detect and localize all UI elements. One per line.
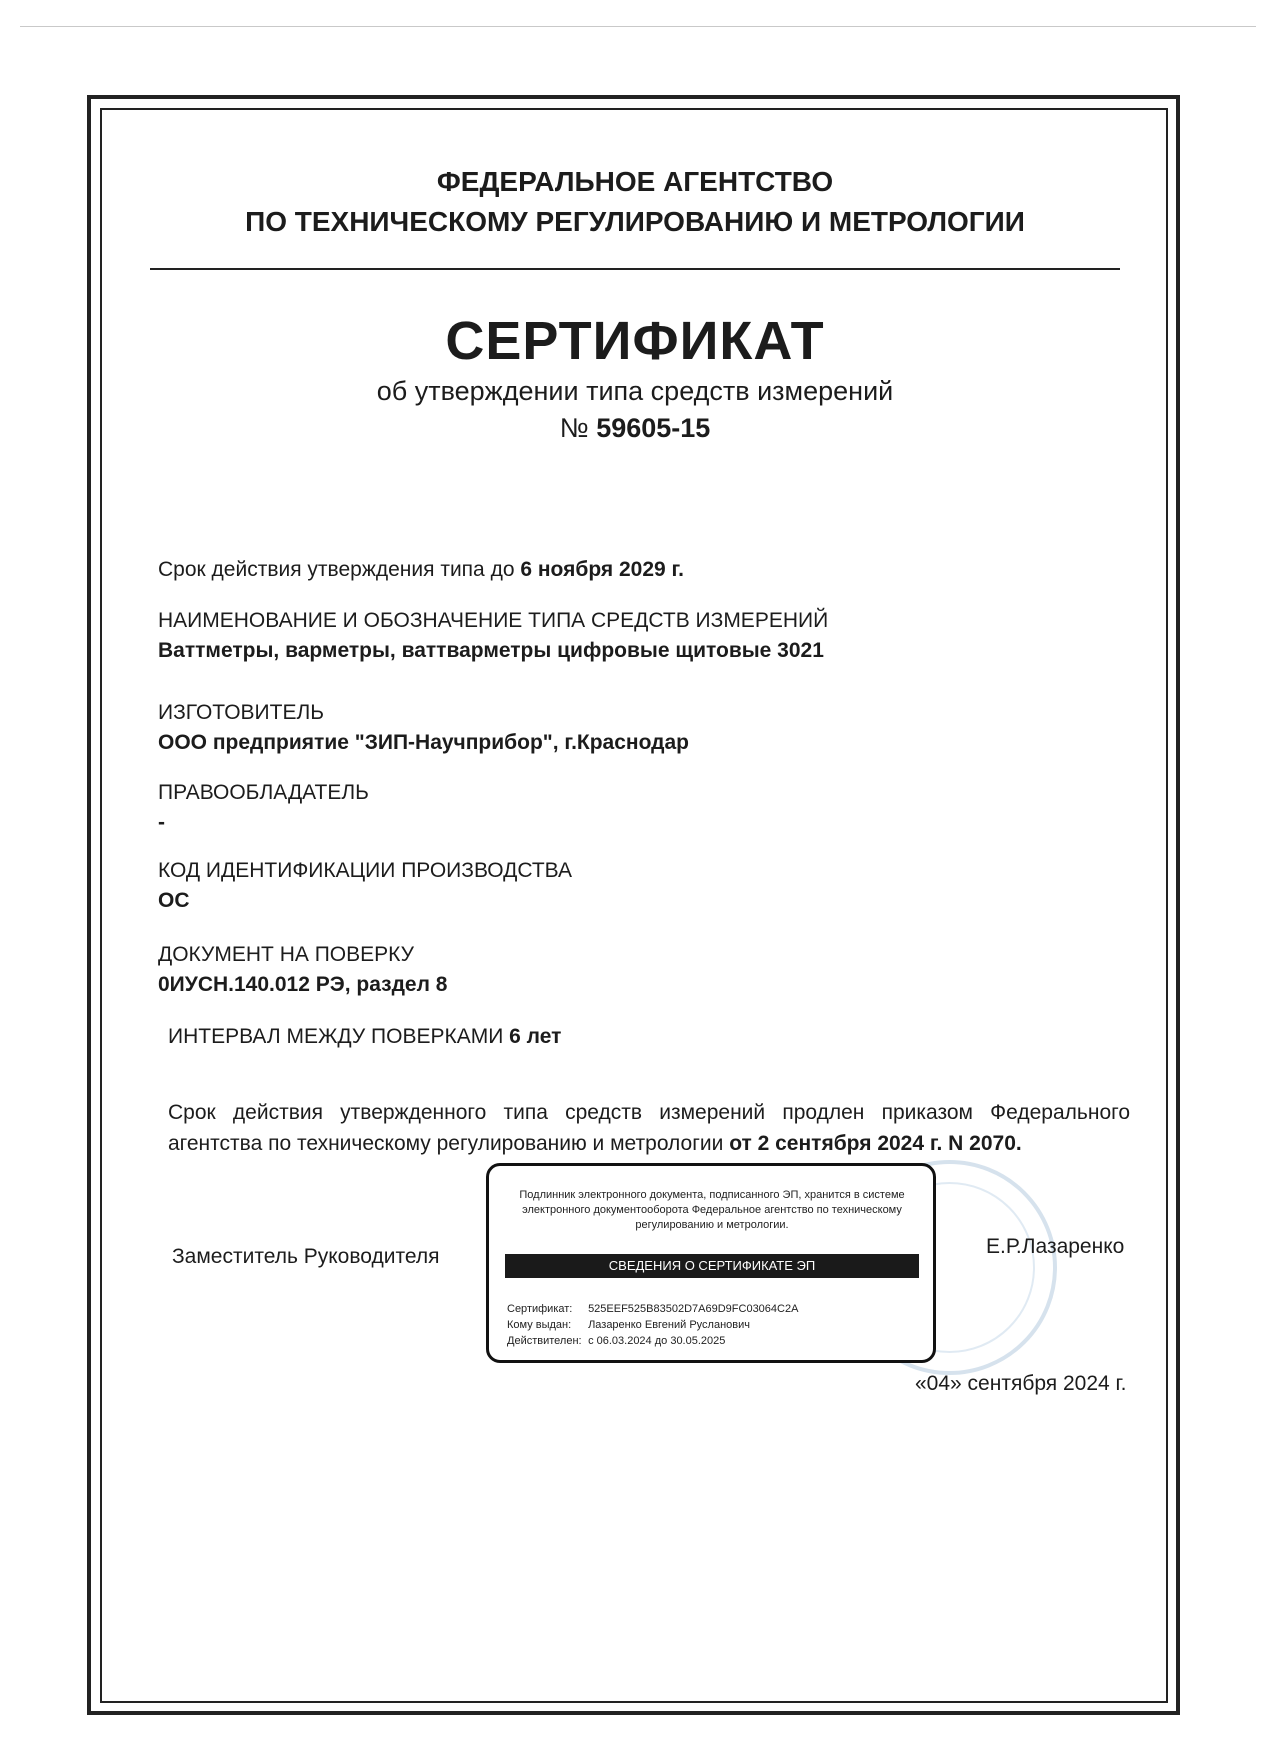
rights-holder-label: ПРАВООБЛАДАТЕЛЬ — [158, 781, 369, 804]
agency-heading — [150, 162, 1120, 242]
number-sign: № — [559, 413, 589, 443]
signer-name: Е.Р.Лазаренко — [986, 1235, 1125, 1258]
production-code-value: ОС — [158, 889, 190, 912]
scan-edge-line — [20, 26, 1256, 27]
valid-value: с 06.03.2024 до 30.05.2025 — [588, 1335, 726, 1347]
rights-holder-field — [158, 778, 1118, 838]
production-code-label: КОД ИДЕНТИФИКАЦИИ ПРОИЗВОДСТВА — [158, 859, 572, 882]
agency-line-2: ПО ТЕХНИЧЕСКОМУ РЕГУЛИРОВАНИЮ И МЕТРОЛОГИИ — [245, 206, 1025, 237]
interval-label: ИНТЕРВАЛ МЕЖДУ ПОВЕРКАМИ — [168, 1025, 504, 1048]
manufacturer-label: ИЗГОТОВИТЕЛЬ — [158, 701, 325, 724]
validity-label: Срок действия утверждения типа до — [158, 558, 515, 581]
manufacturer-value: ООО предприятие "ЗИП-Научприбор", г.Краснодар — [158, 731, 689, 754]
e-signature-valid-row — [507, 1333, 798, 1349]
production-code-field — [158, 856, 1118, 916]
manufacturer-field — [158, 698, 1118, 758]
extension-paragraph — [168, 1097, 1130, 1159]
signature-date: «04» сентября 2024 г. — [915, 1372, 1127, 1395]
validity-value: 6 ноября 2029 г. — [520, 558, 684, 581]
e-signature-bar: СВЕДЕНИЯ О СЕРТИФИКАТЕ ЭП — [505, 1254, 919, 1278]
signer-position: Заместитель Руководителя — [172, 1245, 440, 1268]
agency-line-1: ФЕДЕРАЛЬНОЕ АГЕНТСТВО — [436, 166, 834, 197]
e-signature-cert-row — [507, 1301, 798, 1317]
issued-to-value: Лазаренко Евгений Русланович — [588, 1319, 751, 1331]
issued-to-label: Кому выдан: — [507, 1319, 572, 1331]
validity-line — [158, 555, 1118, 585]
extension-text: Срок действия утвержденного типа средств измерений продлен приказом Федерального агентства по техническому регулированию и метрологии — [168, 1101, 1130, 1155]
cert-label: Сертификат: — [507, 1303, 573, 1315]
certificate-number — [150, 413, 1120, 444]
number-value: 59605-15 — [596, 413, 711, 443]
valid-label: Действителен: — [507, 1335, 582, 1347]
verification-doc-field — [158, 940, 1118, 1000]
verification-doc-label: ДОКУМЕНТ НА ПОВЕРКУ — [158, 943, 414, 966]
type-name-value: Ваттметры, варметры, ваттварметры цифровые щитовые 3021 — [158, 639, 824, 662]
e-signature-issued-row — [507, 1317, 798, 1333]
type-name-field — [158, 606, 1118, 666]
e-signature-notice: Подлинник электронного документа, подписанного ЭП, хранится в системе электронного документооборота Федеральное агентство по техническому регулированию и метрологии. — [519, 1189, 905, 1231]
interval-field — [168, 1022, 1128, 1052]
certificate-title: СЕРТИФИКАТ — [445, 311, 825, 371]
cert-value: 525EEF525B83502D7A69D9FC03064C2A — [588, 1303, 799, 1315]
e-signature-box — [486, 1163, 936, 1363]
rights-holder-value: - — [158, 811, 165, 834]
header-divider — [150, 268, 1120, 270]
interval-value: 6 лет — [509, 1025, 562, 1048]
e-signature-details — [507, 1301, 798, 1349]
extension-order: от 2 сентября 2024 г. N 2070. — [729, 1132, 1022, 1155]
verification-doc-value: 0ИУСН.140.012 РЭ, раздел 8 — [158, 973, 448, 996]
certificate-subtitle: об утверждении типа средств измерений — [376, 376, 894, 406]
type-name-label: НАИМЕНОВАНИЕ И ОБОЗНАЧЕНИЕ ТИПА СРЕДСТВ ИЗМЕРЕНИЙ — [158, 609, 829, 632]
